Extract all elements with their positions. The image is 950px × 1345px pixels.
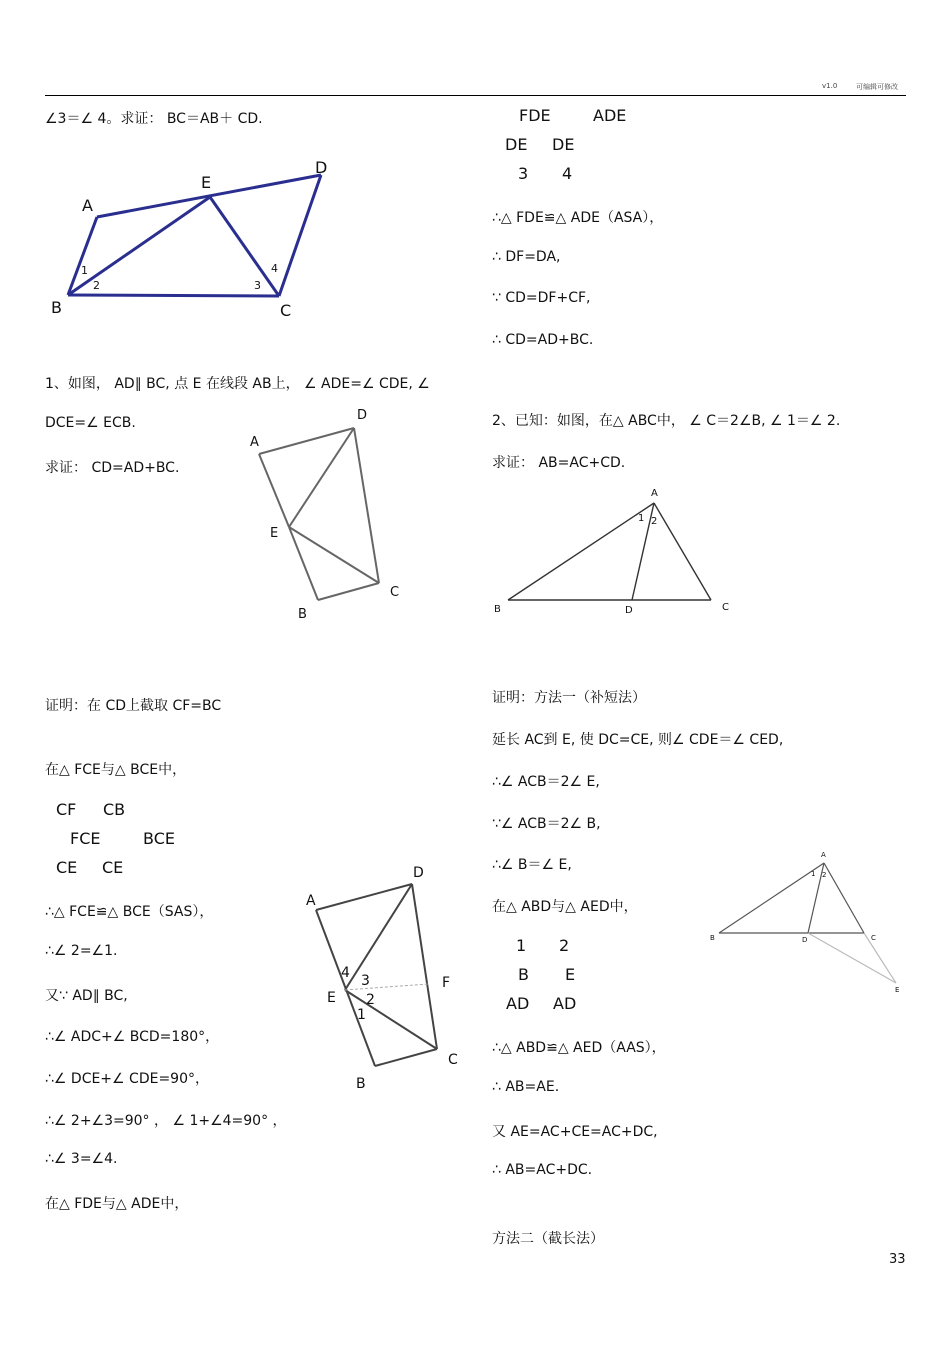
angle-3: 3 [254, 279, 261, 292]
fig1-lines [259, 428, 379, 600]
problem1-line2: DCE=∠ ECB. [45, 415, 136, 431]
m1-step-4: 在△ ABD与△ AED中， [492, 899, 638, 915]
cond3-r1-right: 2 [559, 936, 570, 955]
label-a: A [82, 196, 93, 215]
proof1-intro: 证明：在 CD上截取 CF=BC [45, 698, 222, 714]
fig4-angle-1: 1 [811, 870, 816, 878]
label-e: E [201, 173, 212, 192]
fig2-dashed-ef [345, 984, 428, 990]
label-d: D [315, 158, 328, 177]
fig4-angle-2: 2 [822, 871, 827, 879]
m1-step-0: 延长 AC到 E, 使 DC=CE, 则∠ CDE＝∠ CED, [492, 732, 784, 748]
cond2-r2-right: DE [552, 135, 575, 154]
fig4-label-d: D [802, 936, 808, 944]
fig1-label-c: C [390, 585, 400, 600]
fig4-extension [808, 933, 896, 983]
cond3-r2-left: B [518, 965, 529, 984]
fig2-angle-4: 4 [341, 965, 350, 981]
fig2-angle-1: 1 [357, 1007, 366, 1023]
step2-0: ∴△ FDE≌△ ADE（ASA）， [492, 210, 664, 226]
fig3-angle-1: 1 [638, 513, 645, 524]
step1-0: ∴△ FCE≌△ BCE（SAS）， [45, 904, 214, 920]
cond1-r3-left: CE [56, 858, 78, 877]
cond1-r1-right: CB [103, 800, 126, 819]
problem1-line1: 1、如图， AD∥ BC, 点 E 在线段 AB上， ∠ ADE=∠ CDE, ∠ [45, 376, 430, 392]
fig2-label-c: C [448, 1052, 458, 1068]
cond3-r2-right: E [565, 965, 576, 984]
seg-dc [279, 175, 321, 296]
label-b: B [51, 298, 62, 317]
m1-step-3: ∴∠ B＝∠ E, [492, 857, 572, 873]
fig1-label-e: E [270, 526, 279, 541]
method2-title: 方法二（截长法） [492, 1231, 604, 1247]
page-number: 33 [889, 1252, 906, 1267]
fig1-label-b: B [298, 607, 307, 622]
fig4-label-a: A [821, 851, 826, 859]
method1-title: 证明：方法一（补短法） [492, 690, 646, 706]
step2-1: ∴ DF=DA, [492, 249, 561, 265]
cond1-r2-right: BCE [143, 829, 175, 848]
seg-bc [68, 295, 279, 296]
fig3-label-c: C [722, 602, 729, 613]
step1-6: ∴∠ 3=∠4. [45, 1151, 118, 1167]
step1-1: ∴∠ 2=∠1. [45, 943, 118, 959]
step2-3: ∴ CD=AD+BC. [492, 332, 594, 348]
cond1-r2-left: FCE [70, 829, 101, 848]
step1-2: 又∵ AD∥ BC, [45, 988, 128, 1004]
fig4-label-c: C [871, 934, 876, 942]
fig2-label-d: D [413, 865, 424, 881]
step2-2: ∵ CD=DF+CF, [492, 290, 591, 306]
problem2-line1: 2、已知：如图，在△ ABC中， ∠ C＝2∠B, ∠ 1＝∠ 2. [492, 413, 841, 429]
fig4-label-e: E [895, 986, 900, 994]
seg-ec [210, 197, 279, 296]
fig3-lines [508, 503, 711, 600]
fig2-label-a: A [306, 893, 316, 909]
cond2-r1-right: ADE [593, 106, 627, 125]
fig4-lines [719, 863, 864, 933]
cond1-r3-right: CE [102, 858, 124, 877]
step1-4: ∴∠ DCE+∠ CDE=90°， [45, 1071, 209, 1087]
cond3-r3-right: AD [553, 994, 577, 1013]
angle-2: 2 [93, 279, 100, 292]
angle-4: 4 [271, 262, 278, 275]
step1-5: ∴∠ 2+∠3=90° ， ∠ 1+∠4=90° ， [45, 1113, 287, 1129]
m1-step-1: ∴∠ ACB＝2∠ E, [492, 774, 600, 790]
fig1-label-d: D [357, 408, 368, 423]
angle-1: 1 [81, 264, 88, 277]
fig2-label-b: B [356, 1076, 366, 1092]
problem2-prove: 求证： AB=AC+CD. [492, 455, 626, 471]
cond2-r3-right: 4 [562, 164, 573, 183]
fig2-lines [316, 884, 437, 1066]
fig3-label-a: A [651, 488, 658, 499]
fig3-label-b: B [494, 604, 501, 615]
fig2-angle-2: 2 [366, 992, 375, 1008]
cond3-r3-left: AD [506, 994, 530, 1013]
version-label: v1.0 [822, 82, 838, 90]
m1-step2-1: ∴ AB=AE. [492, 1079, 560, 1095]
fig3-label-d: D [625, 605, 633, 616]
fig3-angle-2: 2 [651, 516, 658, 527]
cond1-r1-left: CF [56, 800, 77, 819]
step1-3: ∴∠ ADC+∠ BCD=180°， [45, 1029, 220, 1045]
in-triangles-1: 在△ FCE与△ BCE中， [45, 762, 187, 778]
fig2-label-e: E [327, 990, 336, 1006]
fig2-angle-3: 3 [361, 973, 370, 989]
step1-7: 在△ FDE与△ ADE中， [45, 1196, 189, 1212]
m1-step2-2: 又 AE=AC+CE=AC+DC, [492, 1124, 658, 1140]
fig1-label-a: A [250, 435, 259, 450]
m1-step-2: ∵∠ ACB＝2∠ B, [492, 816, 601, 832]
m1-step2-3: ∴ AB=AC+DC. [492, 1162, 593, 1178]
label-c: C [280, 301, 292, 320]
m1-step2-0: ∴△ ABD≌△ AED（AAS）， [492, 1040, 666, 1056]
fig2-label-f: F [442, 975, 451, 991]
cond2-r1-left: FDE [519, 106, 551, 125]
cond2-r2-left: DE [505, 135, 528, 154]
cond2-r3-left: 3 [518, 164, 529, 183]
editable-label: 可编辑可修改 [856, 83, 898, 91]
problem1-prove: 求证： CD=AD+BC. [45, 460, 180, 476]
fig4-label-b: B [710, 934, 715, 942]
intro-text: ∠3＝∠ 4。求证： BC＝AB＋ CD. [45, 111, 263, 127]
cond3-r1-left: 1 [516, 936, 527, 955]
